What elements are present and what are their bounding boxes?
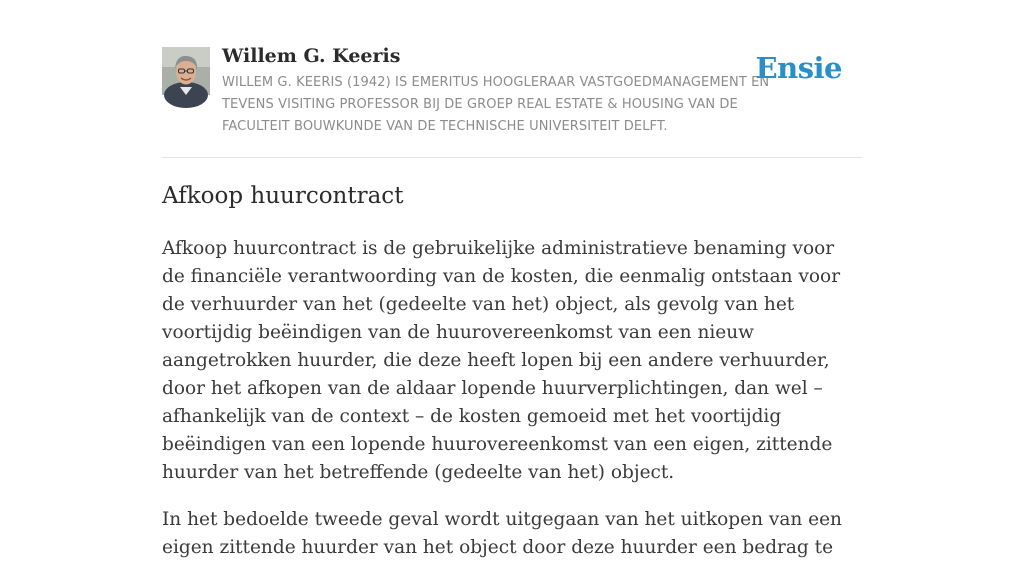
author-bio: WILLEM G. KEERIS (1942) IS EMERITUS HOOGLERAAR VASTGOEDMANAGEMENT EN TEVENS VISITING PROFESSOR BIJ DE GROEP REAL ESTATE & HOUSING VAN DE FACULTEIT BOUWKUNDE VAN DE TECHNISCHE UNIVERSITEIT DELFT. [222, 75, 770, 134]
author-header [162, 44, 862, 158]
article-paragraph: Afkoop huurcontract is de gebruikelijke administratieve benaming voor de financiële verantwoording van de kosten, die eenmalig ontstaan voor de verhuurder van het (gedeelte van het) object, als gevolg van het voortijdig beëindigen van de huurovereenkomst van een nieuw aangetrokken huurder, die deze heeft lopen bij een andere verhuurder, door het afkopen van de aldaar lopende huurverplichtingen, dan wel – afhankelijk van de context – de kosten gemoeid met het voortijdig beëindigen van een lopende huurovereenkomst van een eigen, zittende huurder van het betreffende (gedeelte van het) object. [162, 238, 841, 483]
fade-overlay [914, 420, 1024, 512]
author-name[interactable]: Willem G. Keeris [222, 45, 401, 67]
article-title: Afkoop huurcontract [162, 183, 404, 209]
article-body [162, 180, 862, 581]
author-portrait-icon [162, 47, 210, 95]
ensie-logo[interactable]: Ensie [755, 51, 842, 85]
article-paragraph: In het bedoelde tweede geval wordt uitgegaan van het uitkopen van een eigen zittende huurder van het object door deze huurder een bedrag te [162, 509, 842, 558]
